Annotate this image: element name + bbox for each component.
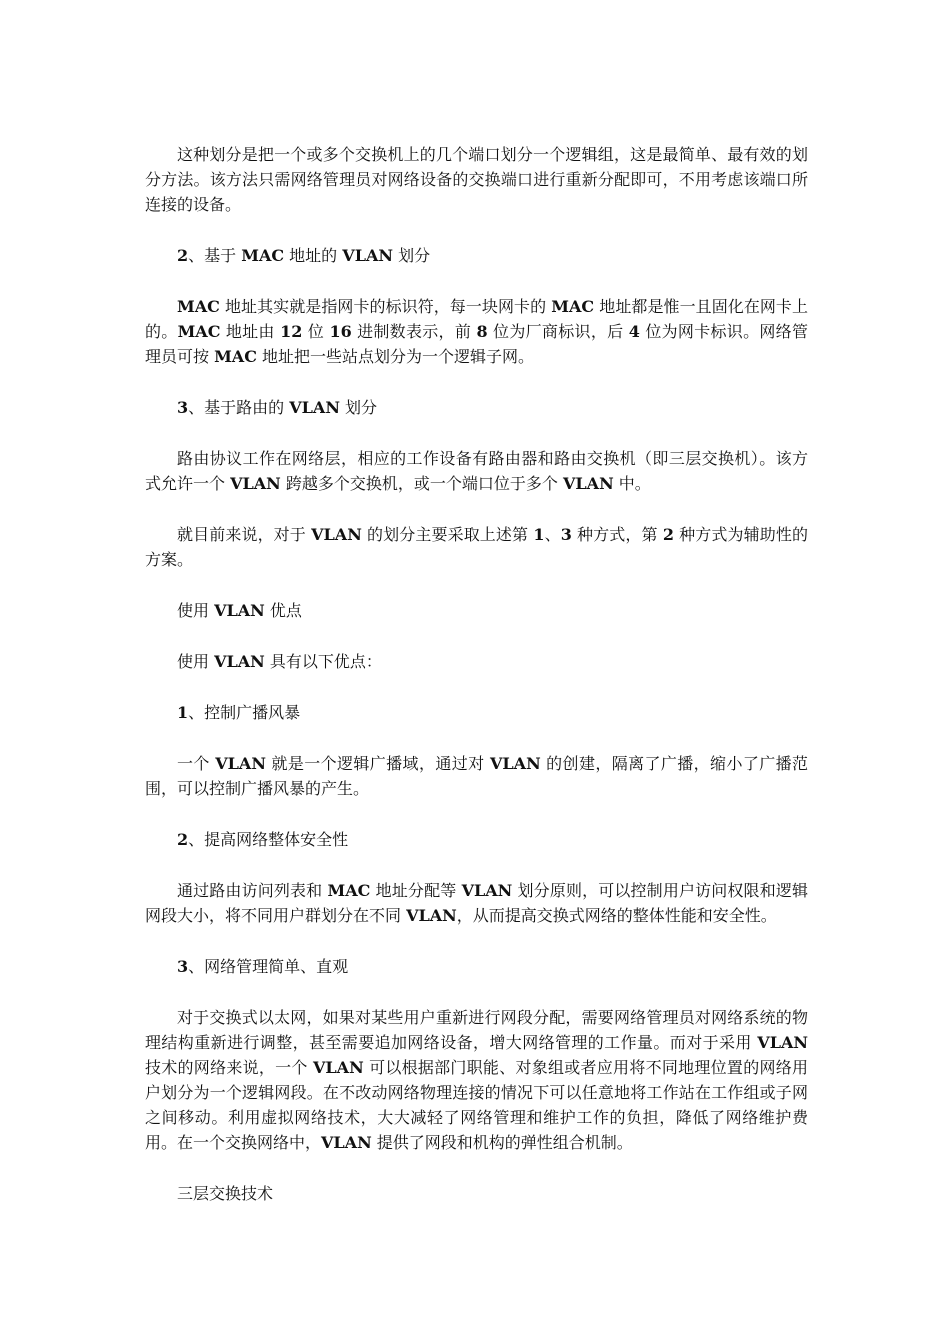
heading-mac-vlan (145, 243, 808, 268)
bold-text-run: VLAN (342, 246, 393, 265)
bold-text-run: VLAN (313, 1058, 364, 1077)
bold-text-run: VLAN (562, 474, 614, 493)
bold-text-run: 16 (329, 322, 352, 341)
text-run: 地址都是惟一且固化在网卡上的。 (145, 297, 808, 341)
bold-text-run: 2 (177, 246, 189, 265)
text-run: 对于交换式以太网，如果对某些用户重新进行网段分配，需要网络管理员对网络系统的物理结构重新进行调整，甚至需要追加网络设备，增大网络管理的工作量。而对于采用 (145, 1008, 808, 1052)
text-run: 就是一个逻辑广播域，通过对 (265, 754, 490, 773)
bold-text-run: VLAN (214, 601, 265, 620)
bold-text-run: 8 (476, 322, 488, 341)
bold-text-run: 1 (533, 525, 545, 544)
heading-layer3-switching (145, 1181, 808, 1206)
bold-text-run: 2 (662, 525, 674, 544)
document-body (145, 142, 808, 1206)
text-run: 地址把一些站点划分为一个逻辑子网。 (256, 347, 535, 366)
text-run: 三层交换技术 (177, 1184, 274, 1203)
heading-management (145, 954, 808, 979)
text-run: 、基于路由的 (188, 398, 290, 417)
text-run: 种方式为辅助性的方案。 (145, 525, 808, 569)
bold-text-run: 1 (177, 703, 189, 722)
bold-text-run: VLAN (757, 1033, 808, 1052)
text-run: 技术的网络来说，一个 (145, 1058, 314, 1077)
text-run: 划分原则，可以控制用户访问权限和逻辑网段大小，将不同用户群划分在不同 (145, 881, 808, 925)
text-run: 位 (302, 322, 330, 341)
bold-text-run: 4 (628, 322, 640, 341)
bold-text-run: VLAN (311, 525, 362, 544)
text-run: 中。 (613, 474, 651, 493)
text-run: 、控制广播风暴 (188, 703, 301, 722)
text-run: 具有以下优点： (264, 652, 382, 671)
text-run: 、 (544, 525, 561, 544)
text-run: 的创建，隔离了广播，缩小了广播范围，可以控制广播风暴的产生。 (145, 754, 808, 798)
text-run: 地址的 (284, 246, 343, 265)
paragraph-advantages-intro (145, 649, 808, 674)
paragraph-mac-address (145, 294, 808, 369)
text-run: 可以根据部门职能、对象组或者应用将不同地理位置的网络用户划分为一个逻辑网段。在不改动网络物理连接的情况下可以任意地将工作站在工作组或子网之间移动。利用虚拟网络技术，大大减轻了网络管理和维护工作的负担，降低了网络维护费用。在一个交换网络中， (145, 1058, 808, 1152)
text-run: 通过路由访问列表和 (177, 881, 328, 900)
text-run: 进制数表示，前 (351, 322, 477, 341)
bold-text-run: MAC (177, 297, 220, 316)
text-run: 路由协议工作在网络层，相应的工作设备有路由器和路由交换机（即三层交换机）。该方式允许一个 (145, 449, 808, 493)
text-run: 、网络管理简单、直观 (188, 957, 349, 976)
text-run: 地址由 (220, 322, 281, 341)
bold-text-run: VLAN (215, 754, 266, 773)
heading-vlan-advantages (145, 598, 808, 623)
text-run: 地址分配等 (370, 881, 462, 900)
bold-text-run: MAC (241, 246, 285, 265)
text-run: 一个 (177, 754, 216, 773)
bold-text-run: MAC (214, 347, 257, 366)
heading-security (145, 827, 808, 852)
text-run: 位为网卡标识。网络管理员可按 (145, 322, 808, 366)
text-run: 种方式，第 (571, 525, 663, 544)
text-run: 、基于 (188, 246, 242, 265)
paragraph-broadcast-domain (145, 751, 808, 801)
bold-text-run: VLAN (406, 906, 457, 925)
text-run: 就目前来说，对于 (177, 525, 312, 544)
paragraph-current-methods (145, 522, 808, 572)
text-run: 位为厂商标识，后 (487, 322, 629, 341)
bold-text-run: VLAN (230, 474, 281, 493)
text-run: 提供了网段和机构的弹性组合机制。 (371, 1133, 633, 1152)
bold-text-run: VLAN (489, 754, 541, 773)
bold-text-run: 3 (560, 525, 572, 544)
heading-route-vlan (145, 395, 808, 420)
bold-text-run: VLAN (289, 398, 340, 417)
text-run: 使用 (177, 652, 215, 671)
bold-text-run: VLAN (214, 652, 265, 671)
paragraph-switched-ethernet (145, 1005, 808, 1155)
text-run: 的划分主要采取上述第 (361, 525, 534, 544)
bold-text-run: 12 (280, 322, 303, 341)
bold-text-run: 2 (177, 830, 189, 849)
bold-text-run: VLAN (461, 881, 513, 900)
text-run: 这种划分是把一个或多个交换机上的几个端口划分一个逻辑组，这是最简单、最有效的划分方法。该方法只需网络管理员对网络设备的交换端口进行重新分配即可，不用考虑该端口所连接的设备。 (145, 145, 808, 214)
text-run: 地址其实就是指网卡的标识符，每一块网卡的 (219, 297, 552, 316)
text-run: 划分 (339, 398, 378, 417)
bold-text-run: MAC (551, 297, 595, 316)
paragraph-routing-protocol (145, 446, 808, 496)
text-run: 跨越多个交换机，或一个端口位于多个 (280, 474, 563, 493)
text-run: ，从而提高交换式网络的整体性能和安全性。 (456, 906, 777, 925)
bold-text-run: MAC (177, 322, 221, 341)
text-run: 、提高网络整体安全性 (188, 830, 349, 849)
paragraph-port-division (145, 142, 808, 217)
text-run: 划分 (392, 246, 431, 265)
text-run: 优点 (264, 601, 302, 620)
bold-text-run: 3 (177, 398, 189, 417)
bold-text-run: MAC (327, 881, 371, 900)
heading-broadcast-storm (145, 700, 808, 725)
paragraph-access-control (145, 878, 808, 928)
text-run: 使用 (177, 601, 215, 620)
bold-text-run: VLAN (321, 1133, 372, 1152)
bold-text-run: 3 (177, 957, 189, 976)
